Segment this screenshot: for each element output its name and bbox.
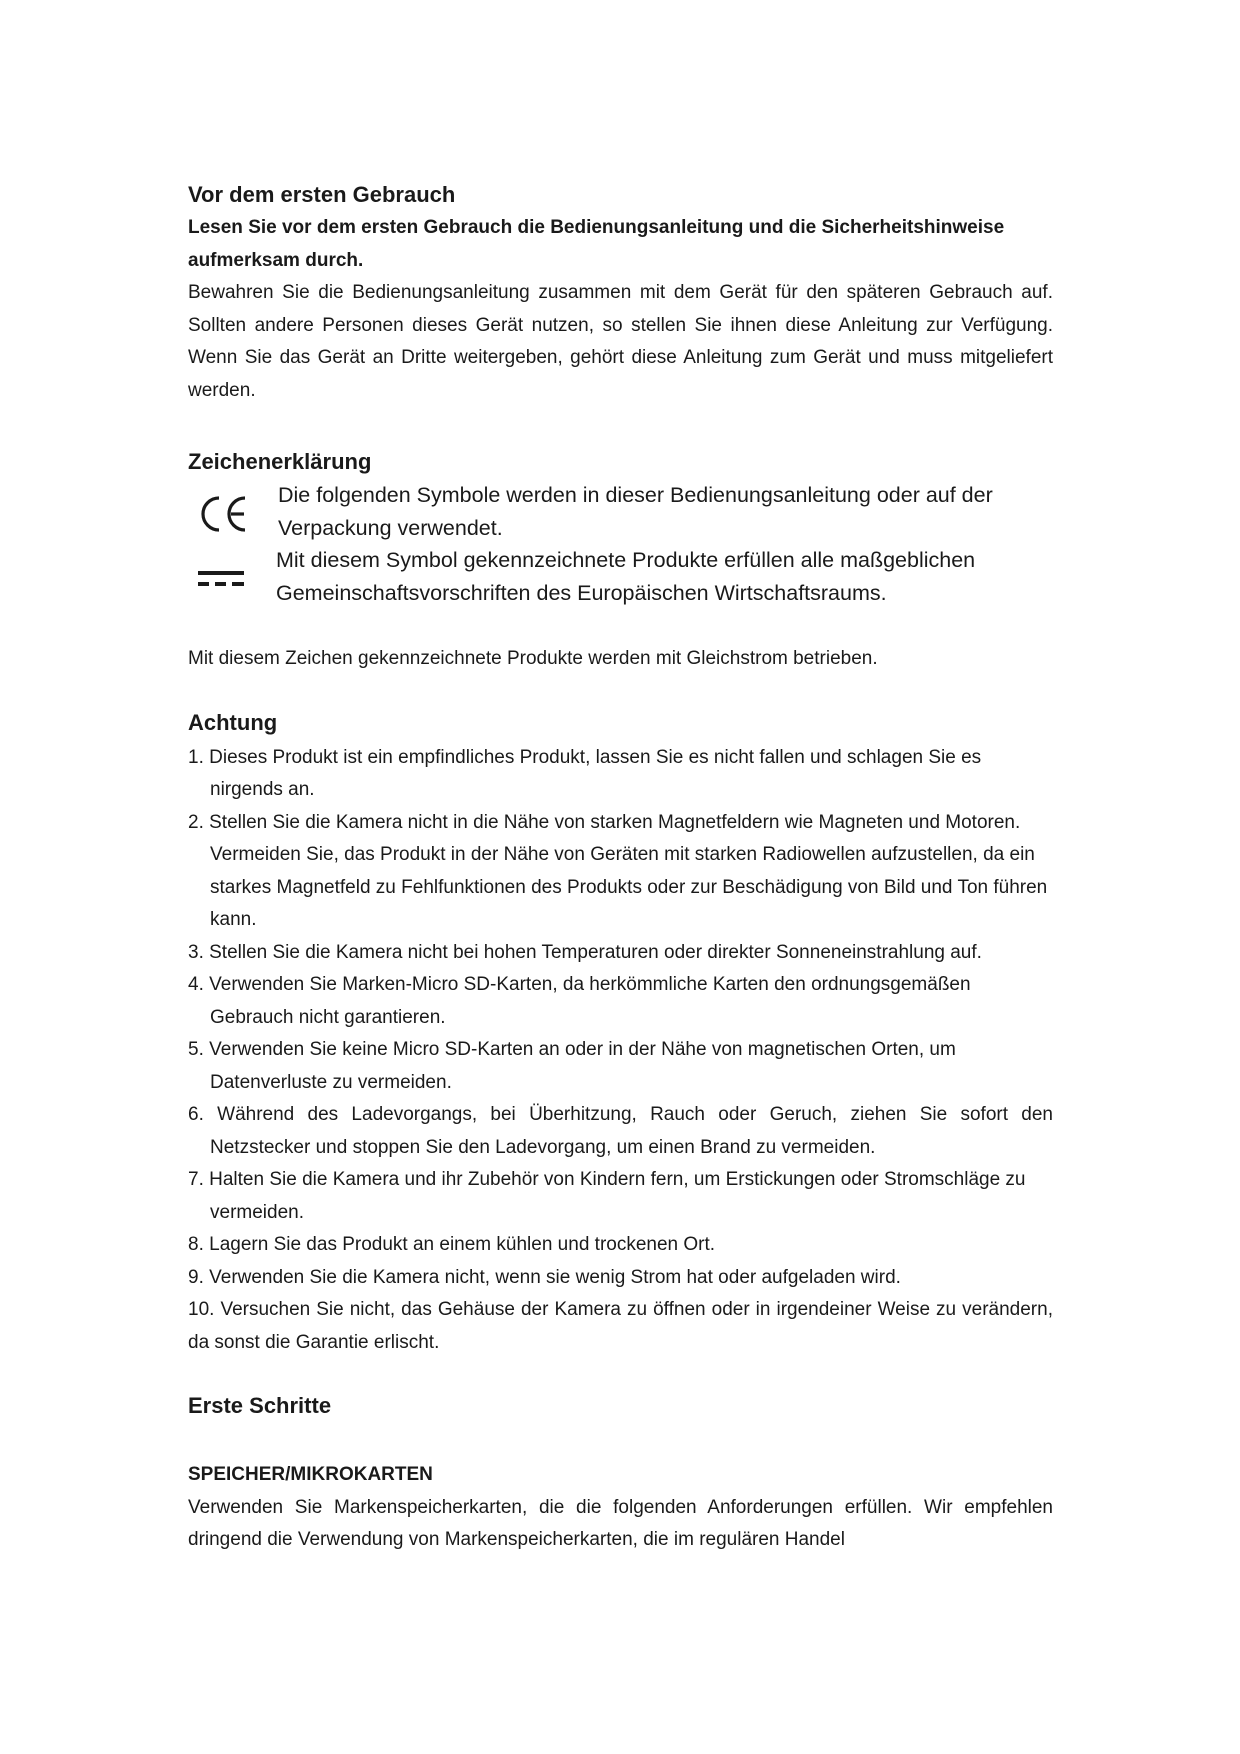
warning-list: [188, 742, 1053, 1360]
list-item: 6. Während des Ladevorgangs, bei Überhitzung, Rauch oder Geruch, ziehen Sie sofort den Netzstecker und stoppen Sie den Ladevorgang, um einen Brand zu vermeiden.: [188, 1104, 1053, 1158]
symbol-intro-text: Die folgenden Symbole werden in dieser Bedienungsanleitung oder auf der Verpackung verwendet.: [278, 483, 993, 540]
section-title-erste-schritte: Erste Schritte: [188, 1393, 332, 1418]
symbol-legend: [188, 479, 1053, 611]
subsection-title-speicher: SPEICHER/MIKROKARTEN: [188, 1464, 433, 1485]
paragraph-speicherkarten: Verwenden Sie Markenspeicherkarten, die die folgenden Anforderungen erfüllen. Wir empfehlen dringend die Verwendung von Markenspeicherkarten, die im regulären Handel: [188, 1496, 1053, 1550]
list-item: 5. Verwenden Sie keine Micro SD-Karten an oder in der Nähe von magnetischen Orten, um Datenverluste zu vermeiden.: [188, 1039, 956, 1093]
list-item: 2. Stellen Sie die Kamera nicht in die Nähe von starken Magnetfeldern wie Magneten und Motoren. Vermeiden Sie, das Produkt in der Nähe von Geräten mit starken Radiowellen aufzustellen, da ein starkes Magnetfeld zu Fehlfunktionen des Produkts oder zur Beschädigung von Bild und Ton führen kann.: [188, 811, 1048, 930]
list-item: 1. Dieses Produkt ist ein empfindliches Produkt, lassen Sie es nicht fallen und schlagen Sie es nirgends an.: [188, 746, 982, 800]
paragraph-anleitung-aufbewahren: Bewahren Sie die Bedienungsanleitung zusammen mit dem Gerät für den späteren Gebrauch auf. Sollten andere Personen dieses Gerät nutzen, so stellen Sie ihnen diese Anleitung zur Verfügung. Wenn Sie das Gerät an Dritte weitergeben, gehört diese Anleitung zum Gerät und muss mitgeliefert werden.: [188, 282, 1053, 401]
document-body: [188, 180, 1053, 1557]
list-item: 3. Stellen Sie die Kamera nicht bei hohen Temperaturen oder direkter Sonneneinstrahlung auf.: [188, 941, 982, 963]
ce-mark-icon: [198, 493, 250, 535]
ce-description-text: Mit diesem Symbol gekennzeichnete Produkte erfüllen alle maßgeblichen Gemeinschaftsvorschriften des Europäischen Wirtschaftsraums.: [276, 548, 976, 605]
section-title-achtung: Achtung: [188, 709, 278, 735]
list-item: 7. Halten Sie die Kamera und ihr Zubehör von Kindern fern, um Erstickungen oder Stromschläge zu vermeiden.: [188, 1169, 1026, 1223]
list-item: 10. Versuchen Sie nicht, das Gehäuse der Kamera zu öffnen oder in irgendeiner Weise zu verändern, da sonst die Garantie erlischt.: [188, 1299, 1053, 1353]
dc-description-text: Mit diesem Zeichen gekennzeichnete Produkte werden mit Gleichstrom betrieben.: [188, 648, 878, 669]
section-title-zeichenerklaerung: Zeichenerklärung: [188, 449, 372, 474]
list-item: 8. Lagern Sie das Produkt an einem kühlen und trockenen Ort.: [188, 1234, 716, 1255]
section-title-vor-dem-ersten-gebrauch: Vor dem ersten Gebrauch: [188, 182, 456, 207]
list-item: 9. Verwenden Sie die Kamera nicht, wenn sie wenig Strom hat oder aufgeladen wird.: [188, 1266, 901, 1288]
lead-warning-text: Lesen Sie vor dem ersten Gebrauch die Bedienungsanleitung und die Sicherheitshinweise aufmerksam durch.: [188, 217, 1005, 271]
list-item: 4. Verwenden Sie Marken-Micro SD-Karten, da herkömmliche Karten den ordnungsgemäßen Gebrauch nicht garantieren.: [188, 974, 971, 1028]
dc-current-icon: [198, 569, 244, 589]
